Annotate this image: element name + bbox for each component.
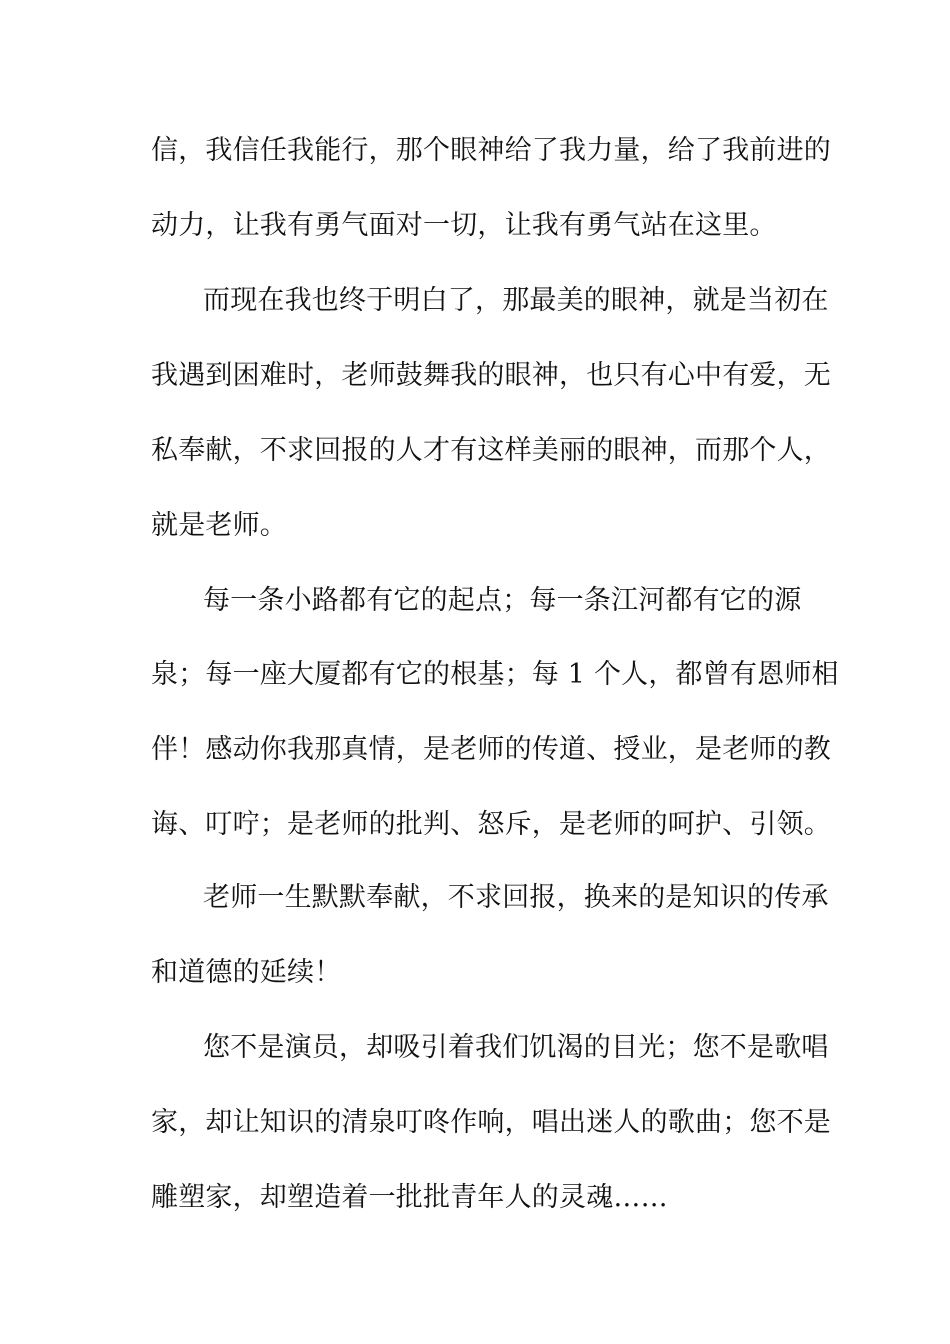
paragraph-line: 就是老师。	[151, 510, 287, 541]
paragraph-line: 泉；每一座大厦都有它的根基；每 1 个人，都曾有恩师相	[151, 659, 839, 690]
paragraph-line: 伴！感动你我那真情，是老师的传道、授业，是老师的教	[151, 734, 831, 765]
paragraph-line: 老师一生默默奉献，不求回报，换来的是知识的传承	[203, 882, 829, 913]
paragraph-line: 家，却让知识的清泉叮咚作响，唱出迷人的歌曲；您不是	[151, 1107, 831, 1138]
paragraph-line: 信，我信任我能行，那个眼神给了我力量，给了我前进的	[151, 135, 831, 166]
paragraph-line: 您不是演员，却吸引着我们饥渴的目光；您不是歌唱	[203, 1032, 829, 1063]
paragraph-line: 和道德的延续！	[151, 957, 342, 988]
paragraph-line: 私奉献，不求回报的人才有这样美丽的眼神，而那个人，	[151, 435, 831, 466]
paragraph-line: 而现在我也终于明白了，那最美的眼神，就是当初在	[203, 285, 829, 316]
paragraph-line: 诲、叮咛；是老师的批判、怒斥，是老师的呵护、引领。	[151, 809, 831, 840]
paragraph-line: 动力，让我有勇气面对一切，让我有勇气站在这里。	[151, 210, 777, 241]
paragraph-line: 雕塑家，却塑造着一批批青年人的灵魂……	[151, 1182, 668, 1213]
paragraph-line: 我遇到困难时，老师鼓舞我的眼神，也只有心中有爱，无	[151, 360, 831, 391]
paragraph-line: 每一条小路都有它的起点；每一条江河都有它的源	[203, 585, 802, 616]
